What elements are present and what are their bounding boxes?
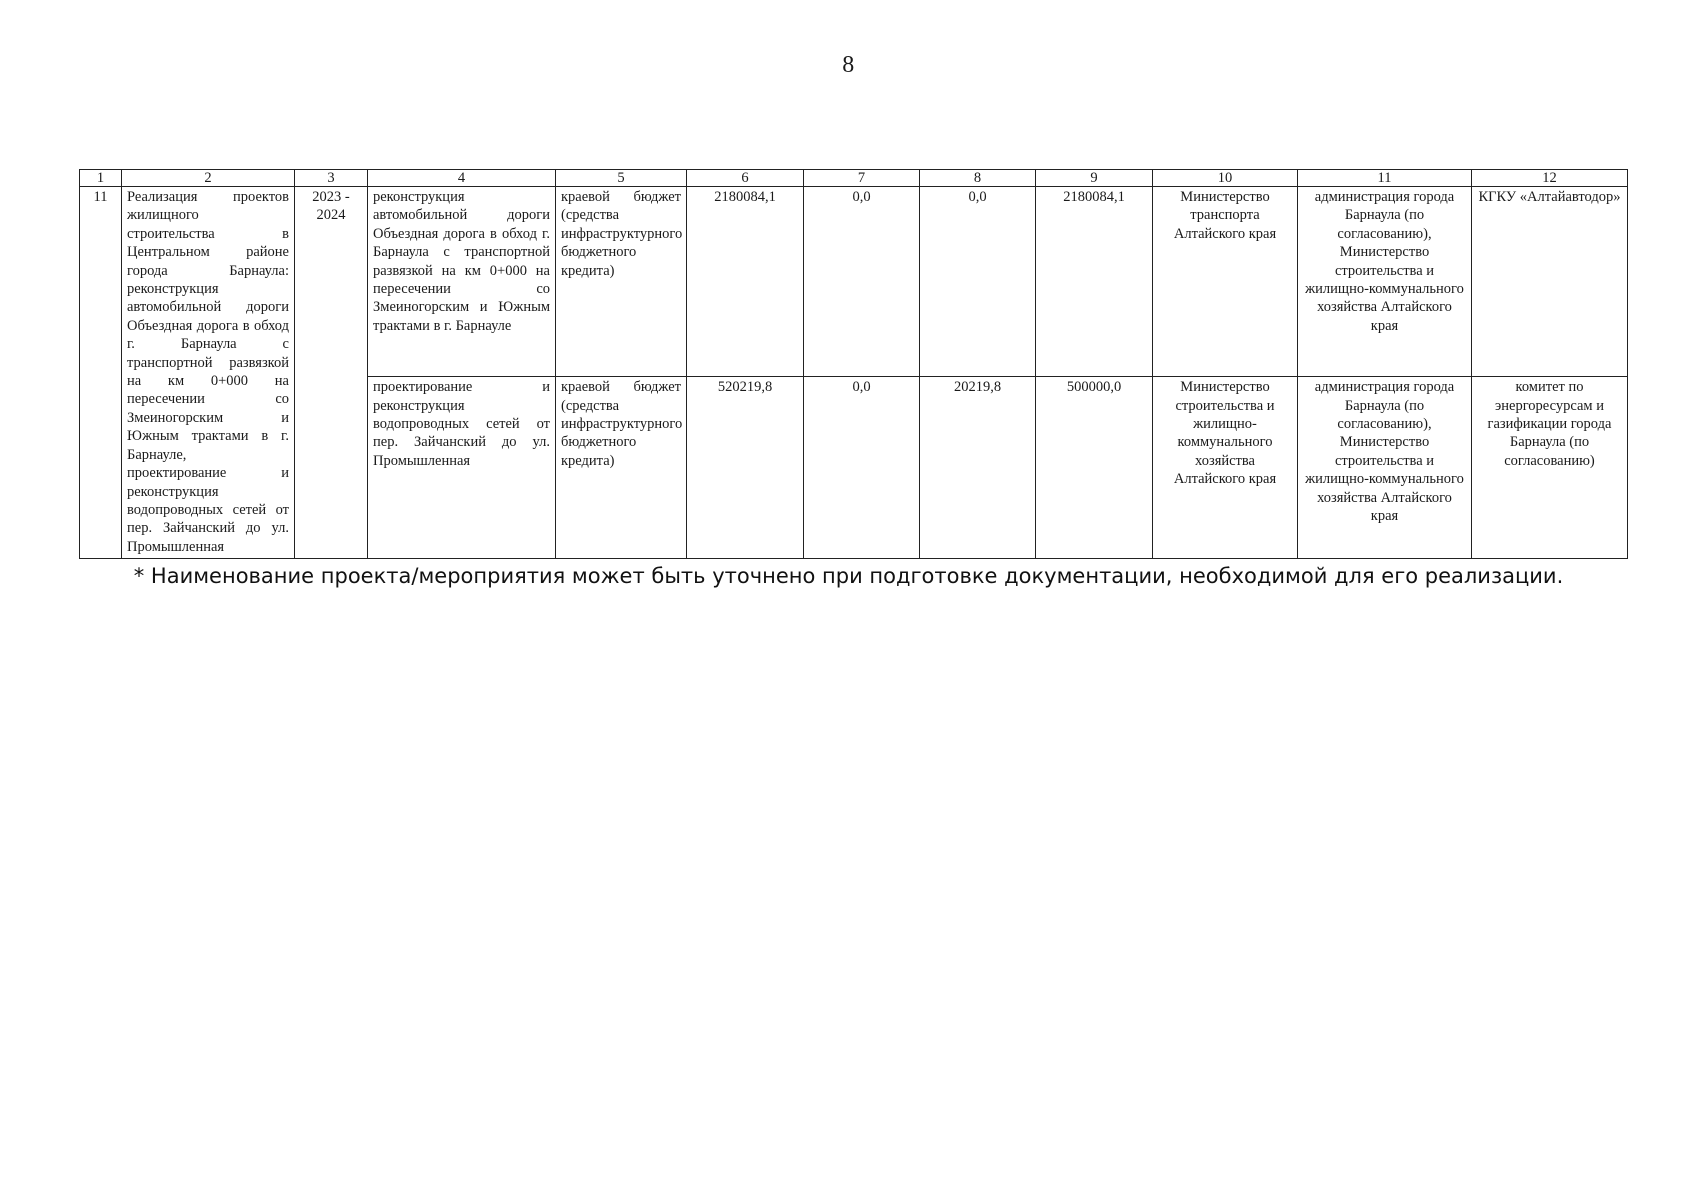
co-executors-cell: администрация города Барнаула (по согласованию), Министерство строительства и жилищно-коммунального хозяйства Алтайского края bbox=[1298, 187, 1472, 377]
funding-source-cell: краевой бюджет (средства инфраструктурного бюджетного кредита) bbox=[556, 377, 687, 559]
participants-cell: комитет по энергоресурсам и газификации города Барнаула (по согласованию) bbox=[1472, 377, 1628, 559]
responsible-cell: Министерство строительства и жилищно-коммунального хозяйства Алтайского края bbox=[1153, 377, 1298, 559]
participants-cell: КГКУ «Алтайавтодор» bbox=[1472, 187, 1628, 377]
column-number-header: 4 bbox=[368, 170, 556, 187]
amount-col8-cell: 20219,8 bbox=[920, 377, 1036, 559]
column-number-header: 2 bbox=[122, 170, 295, 187]
measures-table bbox=[79, 169, 1628, 559]
column-number-header: 7 bbox=[804, 170, 920, 187]
column-number-header: 11 bbox=[1298, 170, 1472, 187]
amount-col9-cell: 2180084,1 bbox=[1036, 187, 1153, 377]
table-header-row bbox=[80, 170, 1628, 187]
amount-col9-cell: 500000,0 bbox=[1036, 377, 1153, 559]
column-number-header: 3 bbox=[295, 170, 368, 187]
amount-col6-cell: 2180084,1 bbox=[687, 187, 804, 377]
project-name-cell: Реализация проектов жилищного строительства в Центральном районе города Барнаула: реконструкция автомобильной дороги Объездная дорога в обход г. Барнаула с транспортной развязкой на км 0+000 на пересечении со Змеиногорским и Южным трактами в г. Барнауле, проектирование и реконструкция водопроводных сетей от пер. Зайчанский до ул. Промышленная bbox=[122, 187, 295, 559]
column-number-header: 5 bbox=[556, 170, 687, 187]
amount-col7-cell: 0,0 bbox=[804, 187, 920, 377]
column-number-header: 12 bbox=[1472, 170, 1628, 187]
row-number: 11 bbox=[80, 187, 122, 559]
event-cell: проектирование и реконструкция водопроводных сетей от пер. Зайчанский до ул. Промышленная bbox=[368, 377, 556, 559]
period-cell: 2023 - 2024 bbox=[295, 187, 368, 559]
amount-col8-cell: 0,0 bbox=[920, 187, 1036, 377]
responsible-cell: Министерство транспорта Алтайского края bbox=[1153, 187, 1298, 377]
co-executors-cell: администрация города Барнаула (по согласованию), Министерство строительства и жилищно-коммунального хозяйства Алтайского края bbox=[1298, 377, 1472, 559]
funding-source-cell: краевой бюджет (средства инфраструктурного бюджетного кредита) bbox=[556, 187, 687, 377]
page-number: 8 bbox=[842, 52, 855, 78]
column-number-header: 6 bbox=[687, 170, 804, 187]
table-row bbox=[80, 187, 1628, 377]
amount-col7-cell: 0,0 bbox=[804, 377, 920, 559]
column-number-header: 9 bbox=[1036, 170, 1153, 187]
column-number-header: 1 bbox=[80, 170, 122, 187]
column-number-header: 8 bbox=[920, 170, 1036, 187]
amount-col6-cell: 520219,8 bbox=[687, 377, 804, 559]
column-number-header: 10 bbox=[1153, 170, 1298, 187]
event-cell: реконструкция автомобильной дороги Объездная дорога в обход г. Барнаула с транспортной развязкой на км 0+000 на пересечении со Змеиногорским и Южным трактами в г. Барнауле bbox=[368, 187, 556, 377]
footnote: * Наименование проекта/мероприятия может быть уточнено при подготовке документации, необходимой для его реализации. bbox=[133, 564, 1564, 588]
